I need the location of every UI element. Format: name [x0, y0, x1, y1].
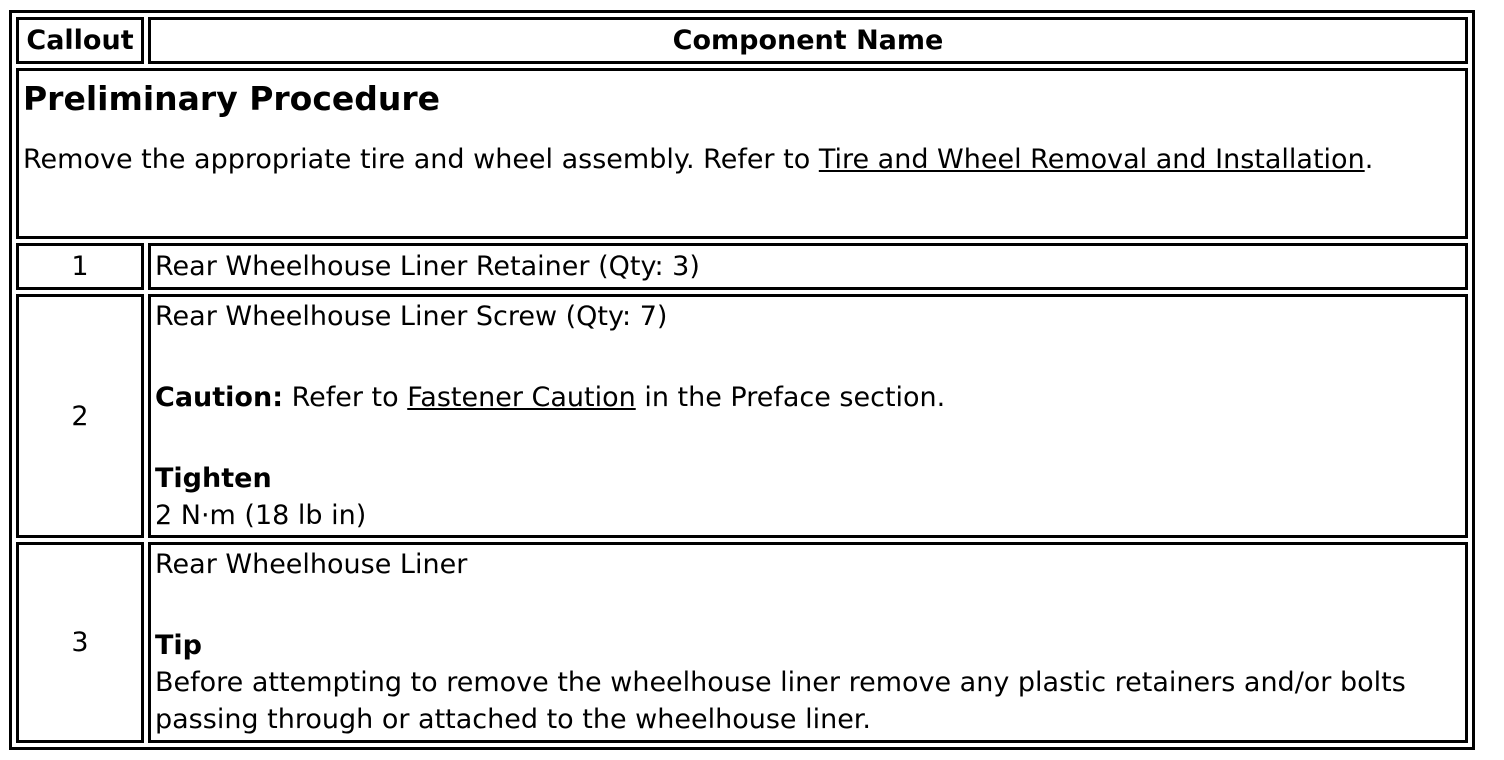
header-row: [16, 17, 1468, 64]
caution-note: [155, 379, 1461, 416]
procedure-table: [12, 13, 1472, 747]
table-row: [16, 243, 1468, 290]
component-cell: [148, 294, 1468, 537]
tire-wheel-removal-link[interactable]: Tire and Wheel Removal and Installation: [818, 144, 1365, 176]
component-name: Rear Wheelhouse Liner: [155, 549, 468, 581]
callout-number: 3: [16, 542, 144, 743]
tighten-label: Tighten: [155, 463, 272, 495]
callout-number: 2: [16, 294, 144, 537]
caution-text-before: Refer to: [283, 382, 408, 414]
preliminary-cell: [16, 68, 1468, 239]
preliminary-text-before: Remove the appropriate tire and wheel assembly. Refer to: [23, 144, 819, 176]
callout-number: 1: [16, 243, 144, 290]
tip-text: Before attempting to remove the wheelhouse liner remove any plastic retainers and/or bolts passing through or attached to the wheelhouse liner.: [155, 667, 1406, 736]
table-row: [16, 294, 1468, 537]
tip-label: Tip: [155, 630, 202, 662]
caution-label: Caution:: [155, 382, 283, 414]
preliminary-row: [16, 68, 1468, 239]
fastener-caution-link[interactable]: Fastener Caution: [407, 382, 636, 414]
component-name: Rear Wheelhouse Liner Retainer (Qty: 3): [148, 243, 1468, 290]
component-cell: [148, 542, 1468, 743]
caution-text-after: in the Preface section.: [635, 382, 946, 414]
preliminary-text: [23, 141, 1461, 178]
preliminary-text-after: .: [1364, 144, 1374, 176]
component-column-header: Component Name: [148, 17, 1468, 64]
component-name: Rear Wheelhouse Liner Screw (Qty: 7): [155, 301, 668, 333]
tighten-value: 2 N·m (18 lb in): [155, 500, 367, 532]
callout-column-header: Callout: [16, 17, 144, 64]
table-row: [16, 542, 1468, 743]
preliminary-title: Preliminary Procedure: [23, 79, 441, 119]
procedure-table-frame: [9, 10, 1475, 750]
